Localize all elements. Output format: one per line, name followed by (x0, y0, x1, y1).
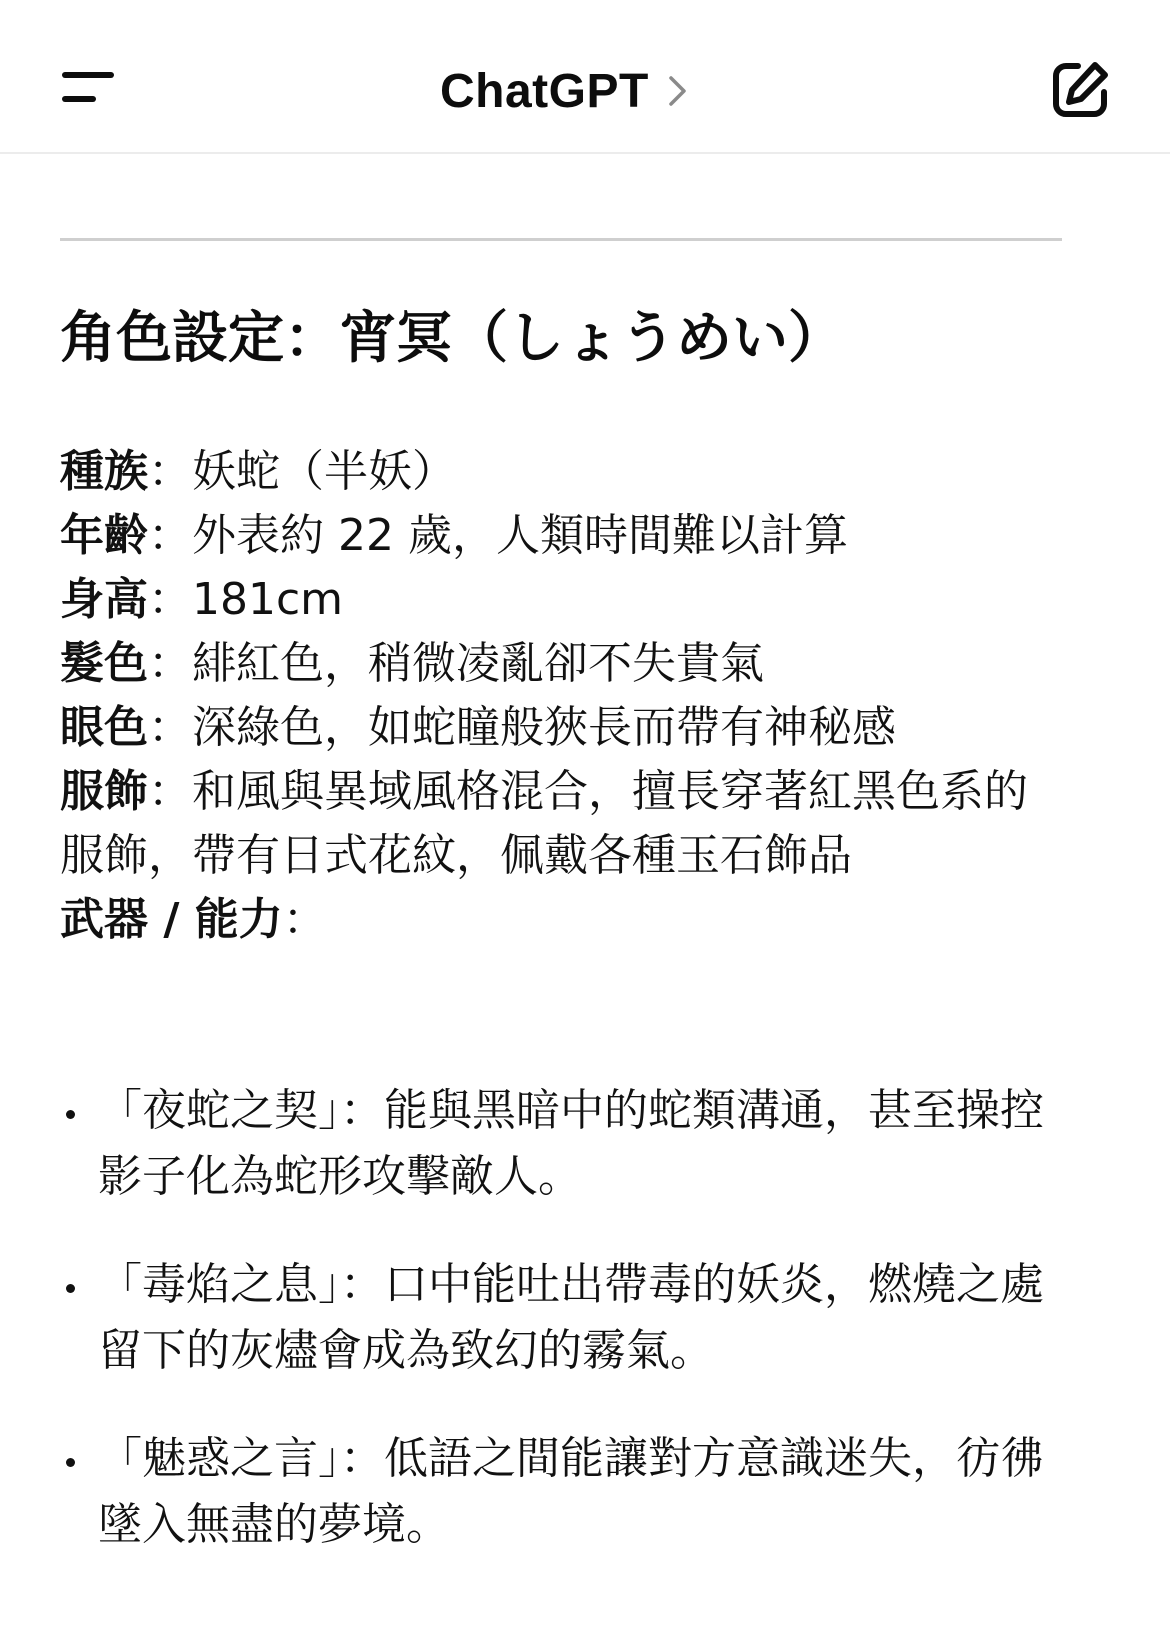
model-selector-button[interactable] (440, 56, 689, 126)
character-fields (60, 440, 1060, 952)
field-label: 武器 / 能力 (60, 894, 283, 945)
list-item (60, 1426, 1060, 1558)
field-age (60, 504, 1060, 568)
list-item (60, 1252, 1060, 1384)
menu-icon (62, 72, 114, 78)
field-eye-color (60, 696, 1060, 760)
field-value: ： (282, 894, 327, 945)
field-value: ：妖蛇（半妖） (148, 446, 456, 497)
abilities-list (60, 1078, 1060, 1600)
field-value: ：深綠色，如蛇瞳般狹長而帶有神秘感 (148, 702, 896, 753)
app-title: ChatGPT (440, 64, 649, 118)
field-value: ：緋紅色，稍微凌亂卻不失貴氣 (148, 638, 764, 689)
ability-text: 「毒焰之息」：口中能吐出帶毒的妖炎，燃燒之處留下的灰燼會成為致幻的霧氣。 (98, 1259, 1044, 1376)
bullet-icon (66, 1284, 75, 1293)
character-heading: 角色設定：宵冥（しょうめい） (60, 306, 844, 371)
field-height (60, 568, 1060, 632)
field-clothing (60, 760, 1060, 888)
menu-icon-bar (62, 96, 96, 102)
field-race (60, 440, 1060, 504)
ability-text: 「魅惑之言」：低語之間能讓對方意識迷失，彷彿墜入無盡的夢境。 (98, 1433, 1044, 1550)
horizontal-rule (60, 238, 1062, 241)
menu-button[interactable] (56, 66, 120, 110)
list-item (60, 1078, 1060, 1210)
field-label: 眼色 (60, 702, 148, 753)
field-label: 身高 (60, 574, 148, 625)
field-abilities (60, 888, 1060, 952)
bullet-icon (66, 1110, 75, 1119)
field-label: 種族 (60, 446, 148, 497)
field-label: 年齡 (60, 510, 148, 561)
field-value: ：外表約 22 歲，人類時間難以計算 (148, 510, 848, 561)
chevron-right-icon (667, 74, 689, 108)
field-value: ：181cm (148, 574, 344, 625)
edit-icon[interactable] (1048, 58, 1112, 122)
bullet-icon (66, 1458, 75, 1467)
field-label: 服飾 (60, 766, 148, 817)
ability-text: 「夜蛇之契」：能與黑暗中的蛇類溝通，甚至操控影子化為蛇形攻擊敵人。 (98, 1085, 1044, 1202)
field-label: 髮色 (60, 638, 148, 689)
field-value: ：和風與異域風格混合，擅長穿著紅黑色系的服飾，帶有日式花紋，佩戴各種玉石飾品 (60, 766, 1028, 881)
field-hair-color (60, 632, 1060, 696)
top-bar (0, 0, 1170, 154)
